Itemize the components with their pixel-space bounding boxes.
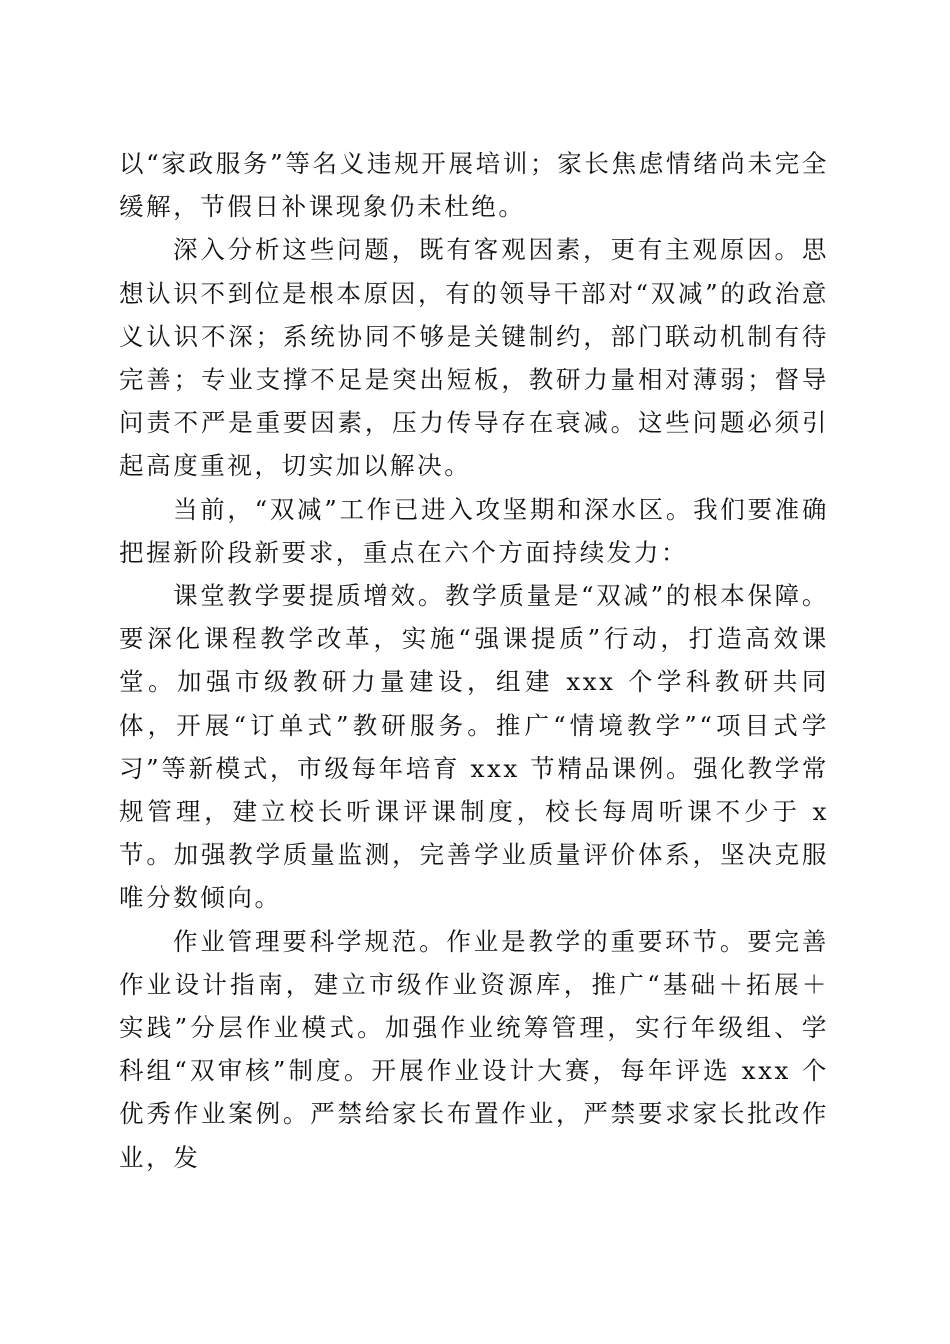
- paragraph-analysis: 深入分析这些问题，既有客观因素，更有主观原因。思想认识不到位是根本原因，有的领导干部对“双减”的政治意义认识不深；系统协同不够是关键制约，部门联动机制有待完善；专业支撑不足是突出短板，教研力量相对薄弱；督导问责不严是重要因素，压力传导存在衰减。这些问题必须引起高度重视，切实加以解决。: [119, 235, 829, 481]
- document-page: [119, 142, 829, 1179]
- paragraph-current-stage: 当前，“双减”工作已进入攻坚期和深水区。我们要准确把握新阶段新要求，重点在六个方面持续发力：: [119, 494, 829, 567]
- paragraph-continuation: 以“家政服务”等名义违规开展培训；家长焦虑情绪尚未完全缓解，节假日补课现象仍未杜绝。: [119, 149, 829, 222]
- paragraph-homework-management: 作业管理要科学规范。作业是教学的重要环节。要完善作业设计指南，建立市级作业资源库，推广“基础＋拓展＋实践”分层作业模式。加强作业统筹管理，实行年级组、学科组“双审核”制度。开展作业设计大赛，每年评选 xxx 个优秀作业案例。严禁给家长布置作业，严禁要求家长批改作业，发: [119, 926, 829, 1172]
- paragraph-classroom-teaching: 课堂教学要提质增效。教学质量是“双减”的根本保障。要深化课程教学改革，实施“强课提质”行动，打造高效课堂。加强市级教研力量建设，组建 xxx 个学科教研共同体，开展“订单式”教研服务。推广“情境教学”“项目式学习”等新模式，市级每年培育 xxx 节精品课例。强化教学常规管理，建立校长听课评课制度，校长每周听课不少于 x 节。加强教学质量监测，完善学业质量评价体系，坚决克服唯分数倾向。: [119, 581, 829, 913]
